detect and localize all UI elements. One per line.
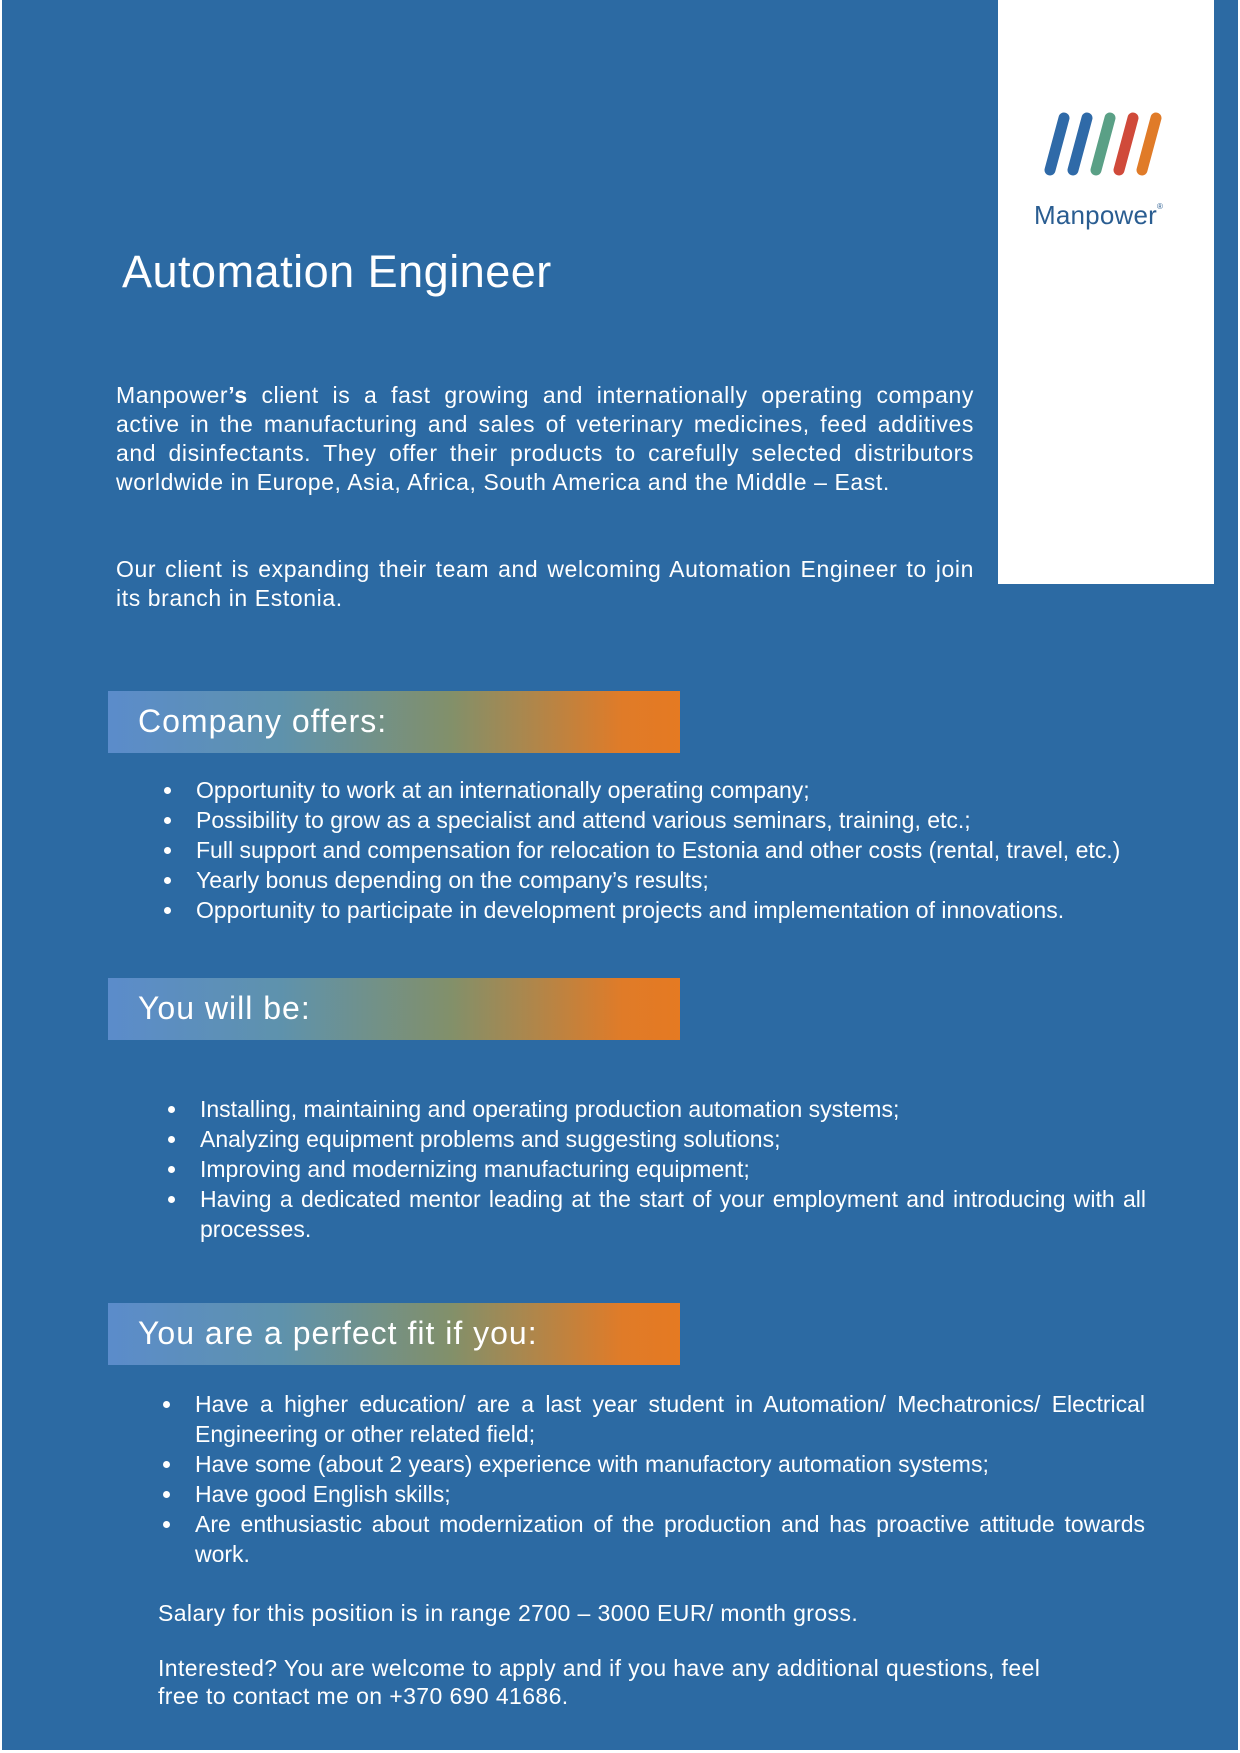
list-item: Possibility to grow as a specialist and attend various seminars, training, etc.; [162,805,1142,835]
section-heading-label: Company offers: [138,703,388,739]
manpower-logo-text: Manpower® [1034,200,1164,230]
list-item: Have a higher education/ are a last year student in Automation/ Mechatronics/ Electrical Engineering or other related field; [161,1389,1145,1449]
logo-stripe [1073,118,1087,170]
manpower-logo-icon [1042,108,1172,180]
company-offers-list [162,775,1142,925]
section-heading-label: You will be: [138,990,311,1026]
section-heading-company-offers [108,691,680,753]
intro-paragraph-2: Our client is expanding their team and welcoming Automation Engineer to join its branch in Estonia. [116,556,974,611]
list-item: Yearly bonus depending on the company’s results; [162,865,1142,895]
list-item: Opportunity to participate in development projects and implementation of innovations. [162,895,1142,925]
section-heading-label: You are a perfect fit if you: [138,1315,538,1351]
duties-list [166,1094,1146,1244]
list-item: Have some (about 2 years) experience with manufactory automation systems; [161,1449,1145,1479]
list-item: Improving and modernizing manufacturing equipment; [166,1154,1146,1184]
list-item: Analyzing equipment problems and suggesting solutions; [166,1124,1146,1154]
section-heading-perfect-fit [108,1303,680,1365]
logo-stripe [1119,118,1133,170]
logo-stripe [1142,118,1156,170]
list-item: Have good English skills; [161,1479,1145,1509]
salary-text: Salary for this position is in range 2700 – 3000 EUR/ month gross. [158,1600,859,1626]
list-item: Full support and compensation for relocation to Estonia and other costs (rental, travel, etc.) [162,835,1142,865]
logo-stripe [1050,118,1064,170]
list-item: Installing, maintaining and operating production automation systems; [166,1094,1146,1124]
section-heading-you-will-be [108,978,680,1040]
requirements-list [161,1389,1145,1569]
list-item: Are enthusiastic about modernization of the production and has proactive attitude towards work. [161,1509,1145,1569]
intro-paragraph-1: Manpower’s client is a fast growing and internationally operating company active in the manufacturing and sales of veterinary medicines, feed additives and disinfectants. They offer their products to carefully selected distributors worldwide in Europe, Asia, Africa, South America and the Middle – East. [116,382,974,495]
contact-text: Interested? You are welcome to apply and if you have any additional questions, feel free to contact me on +370 690 41686. [158,1655,1041,1709]
logo-stripe [1096,118,1110,170]
job-title: Automation Engineer [122,246,552,297]
list-item: Having a dedicated mentor leading at the start of your employment and introducing with all processes. [166,1184,1146,1244]
list-item: Opportunity to work at an internationally operating company; [162,775,1142,805]
logo-panel [998,0,1214,584]
registered-mark: ® [1157,202,1164,211]
